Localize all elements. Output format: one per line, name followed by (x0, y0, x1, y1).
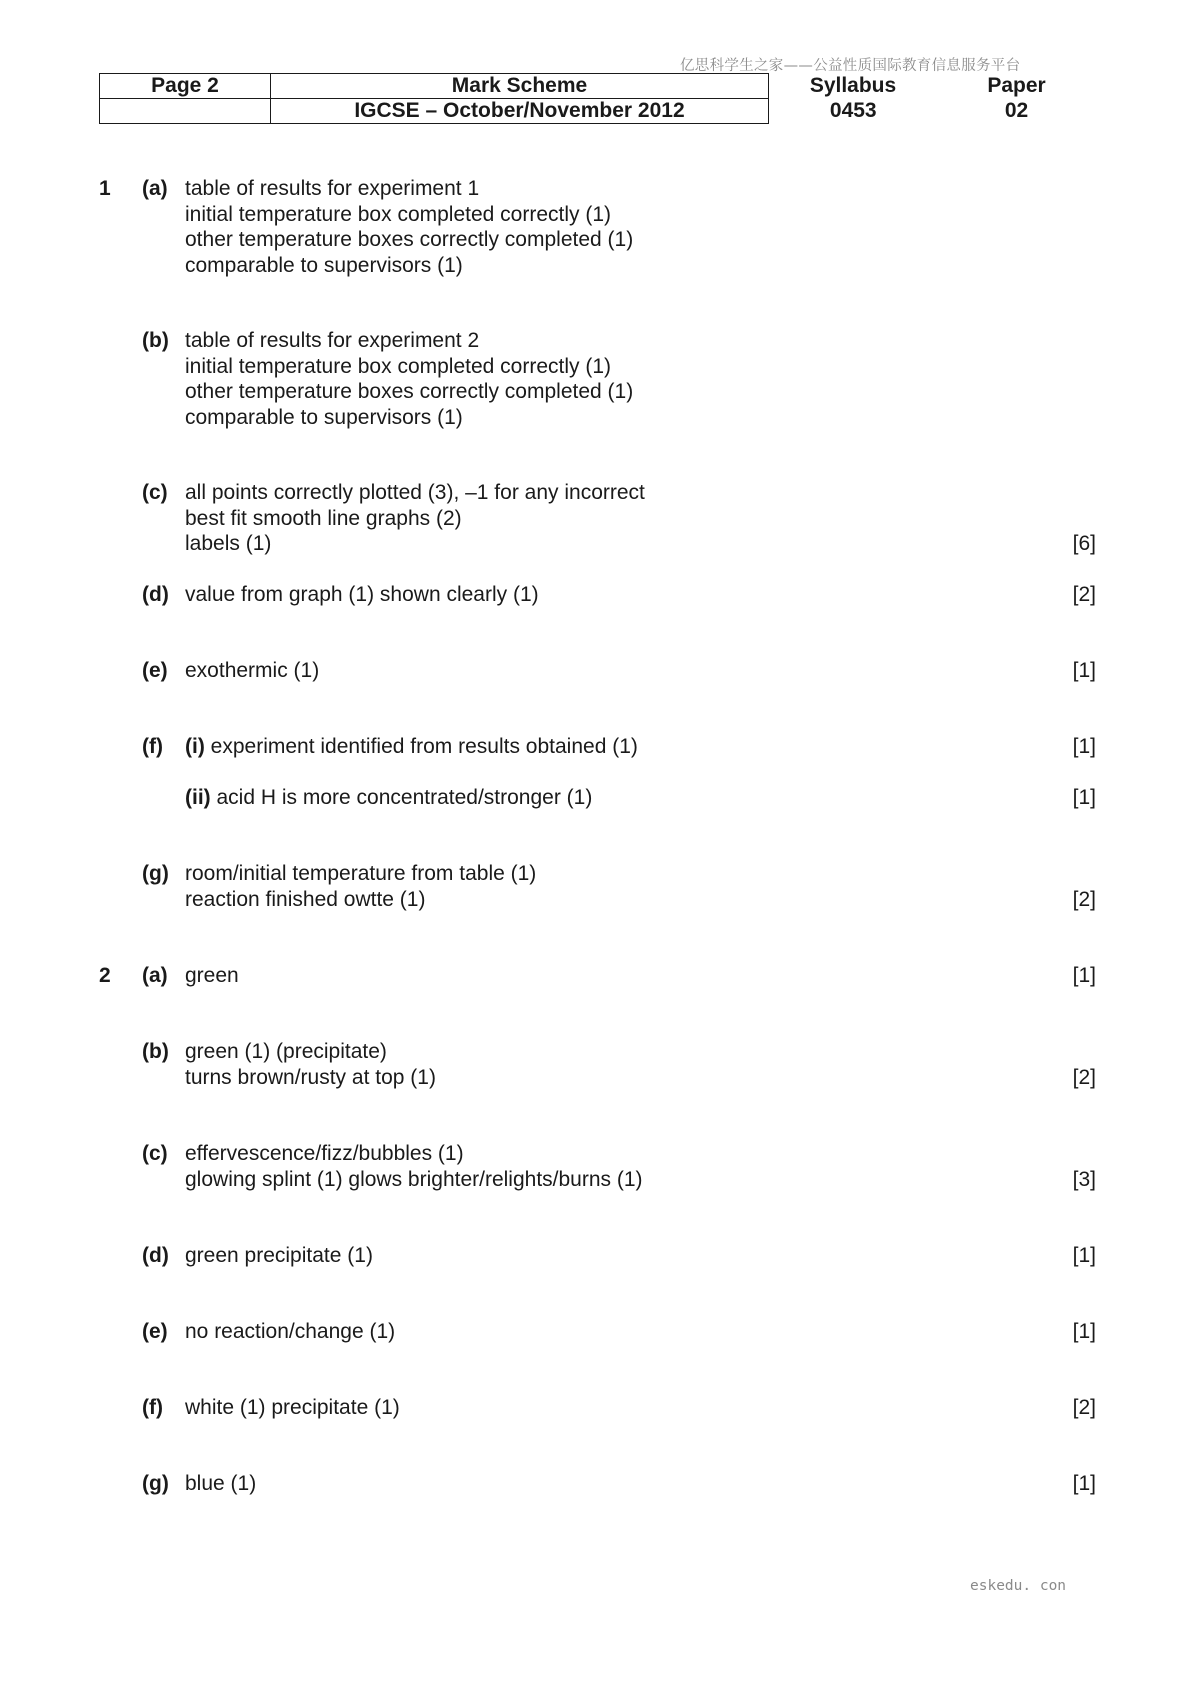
answer-text (185, 1141, 945, 1192)
answer-text: blue (1) (185, 1472, 257, 1495)
answer-text (185, 480, 945, 557)
answer-line: all points correctly plotted (3), –1 for any incorrect (185, 481, 645, 504)
header-page: Page 2 (100, 74, 271, 99)
answer-line: table of results for experiment 2 (185, 329, 480, 352)
header-paper-code: 02 (1004, 99, 1029, 122)
answer-text: value from graph (1) shown clearly (1) (185, 583, 539, 606)
mark-value: [6] (1072, 532, 1096, 555)
mark-value: [2] (1072, 887, 1096, 911)
part-label: (e) (142, 659, 168, 682)
answer-text: exothermic (1) (185, 659, 320, 682)
answer-line: turns brown/rusty at top (1) (185, 1065, 436, 1089)
header-table (99, 73, 1096, 124)
answer-line: other temperature boxes correctly completed (1) (185, 228, 634, 251)
part-label: (c) (142, 1142, 168, 1165)
part-label: (a) (142, 964, 168, 987)
answer-line: glowing splint (1) glows brighter/relights/burns (1) (185, 1167, 643, 1191)
mark-value: [3] (1072, 1167, 1096, 1191)
part-label: (e) (142, 1320, 168, 1343)
mark-value: [1] (1072, 1472, 1096, 1495)
mark-value: [1] (1072, 964, 1096, 987)
answer-line: reaction finished owtte (1) (185, 887, 426, 911)
answer-line: initial temperature box completed correctly (1) (185, 354, 612, 378)
part-label: (b) (142, 1040, 169, 1063)
mark-value: [1] (1072, 1320, 1096, 1343)
part-label: (g) (142, 1472, 169, 1495)
mark-value: [1] (1072, 1244, 1096, 1267)
mark-value: [1] (1072, 735, 1096, 758)
mark-value: [2] (1072, 1065, 1096, 1089)
header-paper-label: Paper (987, 74, 1046, 97)
question-number: 2 (99, 964, 111, 987)
answer-text (185, 328, 945, 430)
answer-line (185, 785, 945, 811)
answer-text: green (185, 964, 239, 987)
header-syllabus-code: 0453 (829, 99, 877, 122)
mark-value: [1] (1072, 659, 1096, 682)
subpart-text: experiment identified from results obtained (1) (210, 735, 638, 758)
part-label: (f) (142, 735, 163, 758)
header-title: Mark Scheme (271, 74, 769, 99)
answer-line: effervescence/fizz/bubbles (1) (185, 1142, 464, 1165)
question-number: 1 (99, 177, 111, 200)
answer-text: green precipitate (1) (185, 1244, 373, 1267)
part-label: (d) (142, 1244, 169, 1267)
answer-text (185, 785, 945, 811)
watermark-top: 亿思科学生之家——公益性质国际教育信息服务平台 (680, 58, 1021, 74)
watermark-bottom: eskedu. con (970, 1578, 1067, 1594)
answer-line: comparable to supervisors (1) (185, 253, 463, 277)
subpart-label: (i) (185, 735, 205, 758)
answer-text (185, 1039, 945, 1090)
part-label: (d) (142, 583, 169, 606)
answer-line: green (1) (precipitate) (185, 1040, 387, 1063)
answer-line: best fit smooth line graphs (2) (185, 506, 462, 530)
header-syllabus-label: Syllabus (809, 74, 897, 97)
part-label: (a) (142, 177, 168, 200)
mark-value: [2] (1072, 1396, 1096, 1419)
subpart-label: (ii) (185, 786, 211, 809)
answer-line (185, 734, 945, 760)
answer-text: no reaction/change (1) (185, 1320, 396, 1343)
answer-line: comparable to supervisors (1) (185, 405, 463, 429)
answer-line: table of results for experiment 1 (185, 177, 480, 200)
answer-line: initial temperature box completed correctly (1) (185, 202, 612, 226)
mark-value: [2] (1072, 583, 1096, 606)
answer-line: room/initial temperature from table (1) (185, 862, 537, 885)
part-label: (g) (142, 862, 169, 885)
answer-text (185, 734, 945, 760)
answer-line: other temperature boxes correctly completed (1) (185, 380, 634, 403)
header-session: IGCSE – October/November 2012 (271, 99, 769, 124)
part-label: (f) (142, 1396, 163, 1419)
mark-value: [1] (1072, 786, 1096, 809)
answer-line: labels (1) (185, 532, 272, 555)
part-label: (c) (142, 481, 168, 504)
part-label: (b) (142, 329, 169, 352)
answer-text (185, 861, 945, 912)
header-empty-cell (100, 99, 271, 124)
answer-text (185, 176, 945, 278)
answer-text: white (1) precipitate (1) (185, 1396, 400, 1419)
subpart-text: acid H is more concentrated/stronger (1) (216, 786, 593, 809)
